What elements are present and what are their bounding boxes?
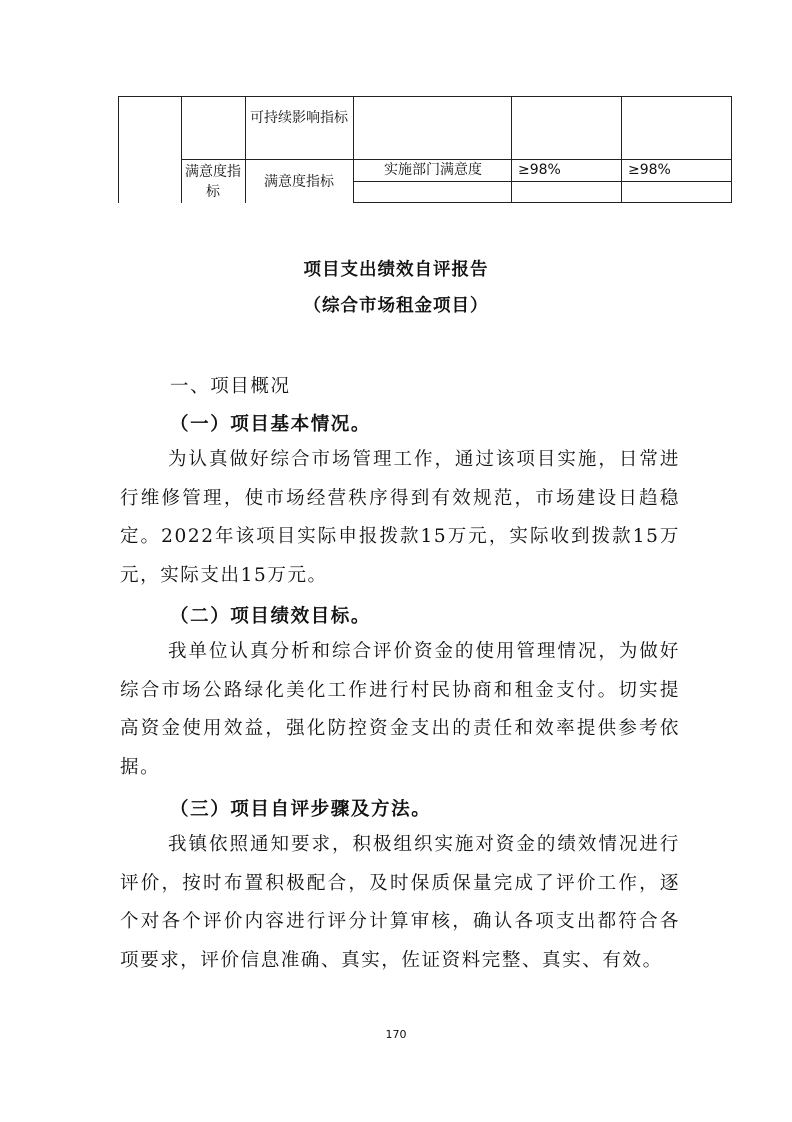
indicator-table	[118, 96, 732, 203]
paragraph-method-text: 我镇依照通知要求，积极组织实施对资金的绩效情况进行评价，按时布置积极配合，及时保质保量完成了评价工作，逐个对各个评价内容进行评分计算审核，确认各项支出都符合各项要求，评价信息准确、真实，佐证资料完整、真实、有效。	[120, 834, 680, 971]
table-border	[353, 96, 354, 203]
table-border	[511, 96, 512, 203]
table-border	[731, 96, 732, 203]
table-border	[181, 96, 182, 203]
paragraph-basic-text: 为认真做好综合市场管理工作，通过该项目实施，日常进行维修管理，使市场经营秩序得到有效规范，市场建设日趋稳定。2022年该项目实际申报拨款15万元，实际收到拨款15万元，实际支出15万元。	[120, 449, 680, 586]
report-subtitle: （综合市场租金项目）	[303, 296, 489, 316]
table-border	[353, 181, 732, 182]
subsection-heading-method: （三）项目自评步骤及方法。	[170, 799, 432, 820]
paragraph-method	[120, 826, 680, 980]
table-border	[621, 96, 622, 203]
cell-department-satisfaction: 实施部门满意度	[384, 162, 482, 178]
table-border	[245, 96, 246, 203]
table-border	[353, 202, 732, 203]
cell-actual-value: ≥98%	[628, 162, 671, 178]
paragraph-basic	[120, 441, 680, 595]
subsection-heading-basic: （一）项目基本情况。	[170, 414, 372, 435]
page-number: 170	[385, 1028, 407, 1041]
cell-target-value: ≥98%	[518, 162, 561, 178]
cell-sustainable-impact-indicator: 可持续影响指标	[250, 110, 348, 126]
paragraph-goal-text: 我单位认真分析和综合评价资金的使用管理情况，为做好综合市场公路绿化美化工作进行村民协商和租金支付。切实提高资金使用效益，强化防控资金支出的责任和效率提供参考依据。	[120, 641, 680, 778]
section-heading-overview: 一、项目概况	[170, 376, 291, 397]
cell-satisfaction-indicator-category: 满意度指标	[185, 164, 241, 200]
paragraph-goal	[120, 633, 680, 787]
report-title: 项目支出绩效自评报告	[303, 260, 489, 280]
table-border	[118, 96, 732, 97]
cell-satisfaction-indicator: 满意度指标	[264, 174, 334, 190]
subsection-heading-goal: （二）项目绩效目标。	[170, 606, 372, 627]
table-border	[118, 96, 119, 203]
